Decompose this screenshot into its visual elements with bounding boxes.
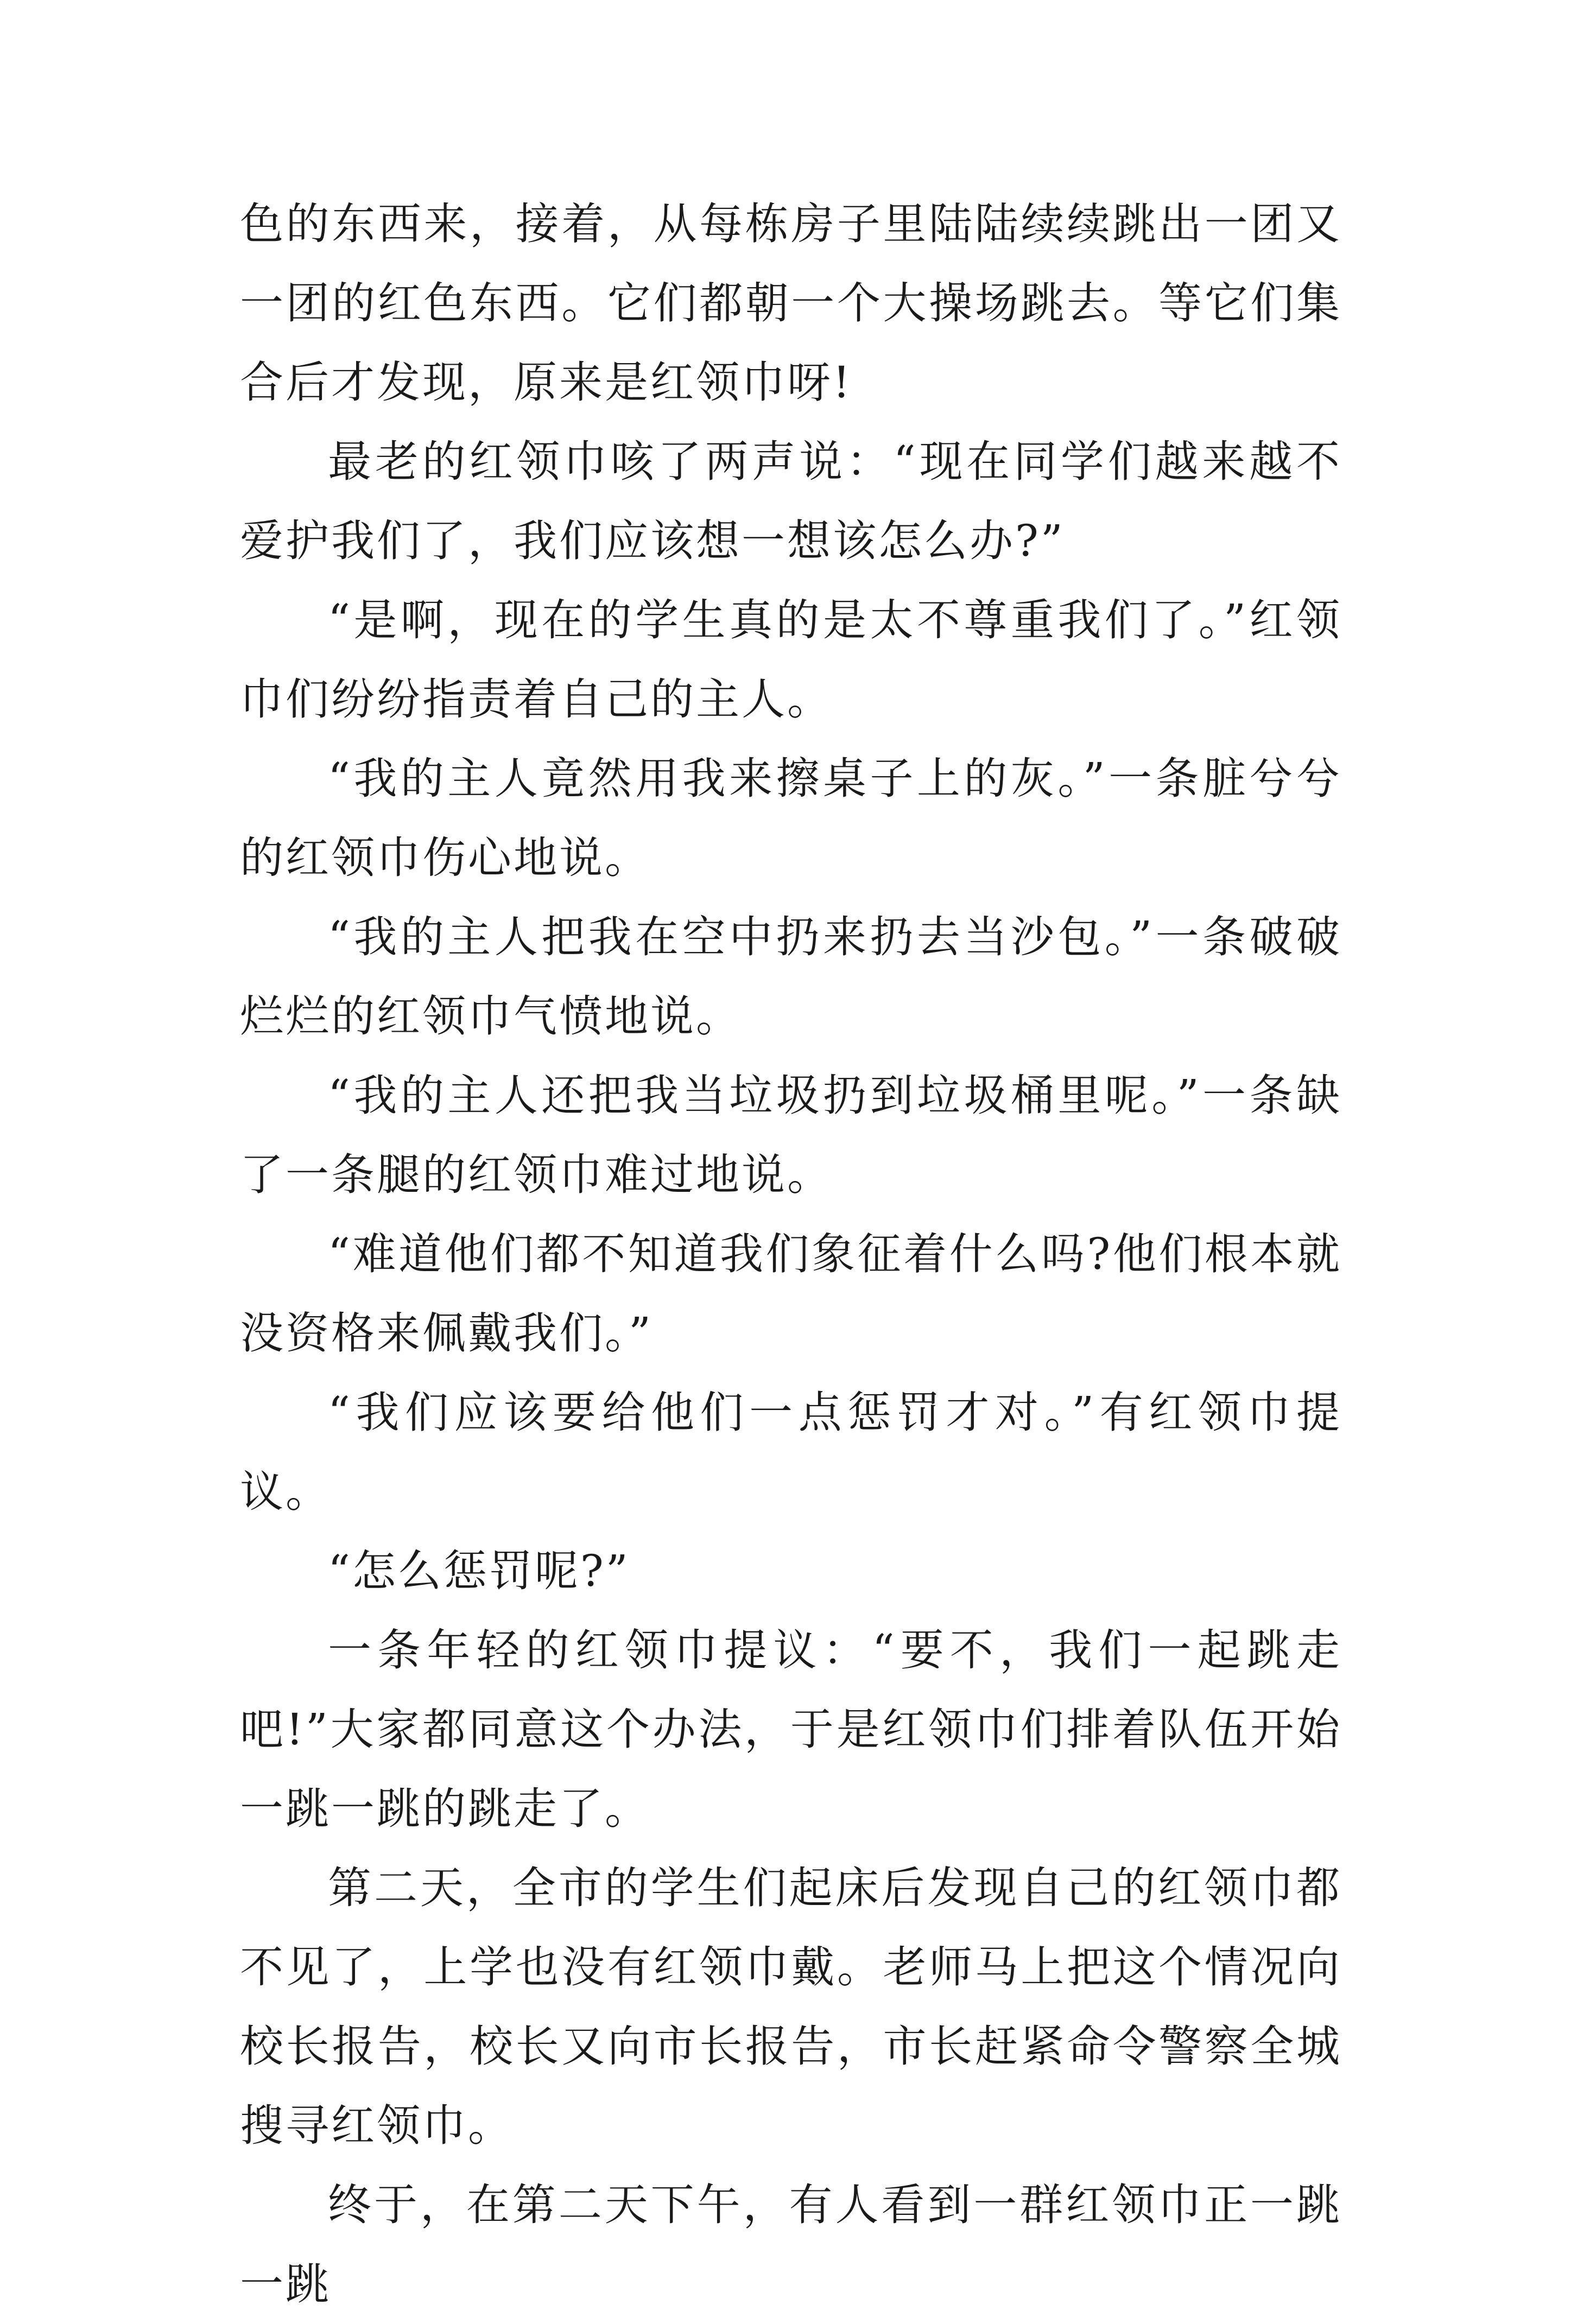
paragraph: “我的主人把我在空中扔来扔去当沙包。”一条破破烂烂的红领巾气愤地说。 [240, 912, 1342, 1042]
paragraph: “难道他们都不知道我们象征着什么吗?他们根本就没资格来佩戴我们。” [240, 1229, 1342, 1358]
paragraph: 色的东西来，接着，从每栋房子里陆陆续续跳出一团又一团的红色东西。它们都朝一个大操场跳去。等它们集合后才发现，原来是红领巾呀! [240, 199, 1342, 408]
paragraph: “我的主人还把我当垃圾扔到垃圾桶里呢。”一条缺了一条腿的红领巾难过地说。 [240, 1070, 1342, 1200]
document-body [240, 185, 1342, 2324]
paragraph: “是啊，现在的学生真的是太不尊重我们了。”红领巾们纷纷指责着自己的主人。 [240, 595, 1342, 725]
paragraph: 一条年轻的红领巾提议：“要不，我们一起跳走吧!”大家都同意这个办法，于是红领巾们排着队伍开始一跳一跳的跳走了。 [240, 1625, 1342, 1834]
paragraph: 第二天，全市的学生们起床后发现自己的红领巾都不见了，上学也没有红领巾戴。老师马上把这个情况向校长报告，校长又向市长报告，市长赶紧命令警察全城搜寻红领巾。 [240, 1863, 1342, 2151]
paragraph: 终于，在第二天下午，有人看到一群红领巾正一跳一跳 [240, 2180, 1342, 2309]
paragraph: “怎么惩罚呢?” [328, 1546, 630, 1596]
paragraph: 最老的红领巾咳了两声说：“现在同学们越来越不爱护我们了，我们应该想一想该怎么办?” [240, 436, 1342, 566]
paragraph: “我们应该要给他们一点惩罚才对。”有红领巾提议。 [240, 1387, 1342, 1517]
paragraph: “我的主人竟然用我来擦桌子上的灰。”一条脏兮兮的红领巾伤心地说。 [240, 753, 1342, 883]
